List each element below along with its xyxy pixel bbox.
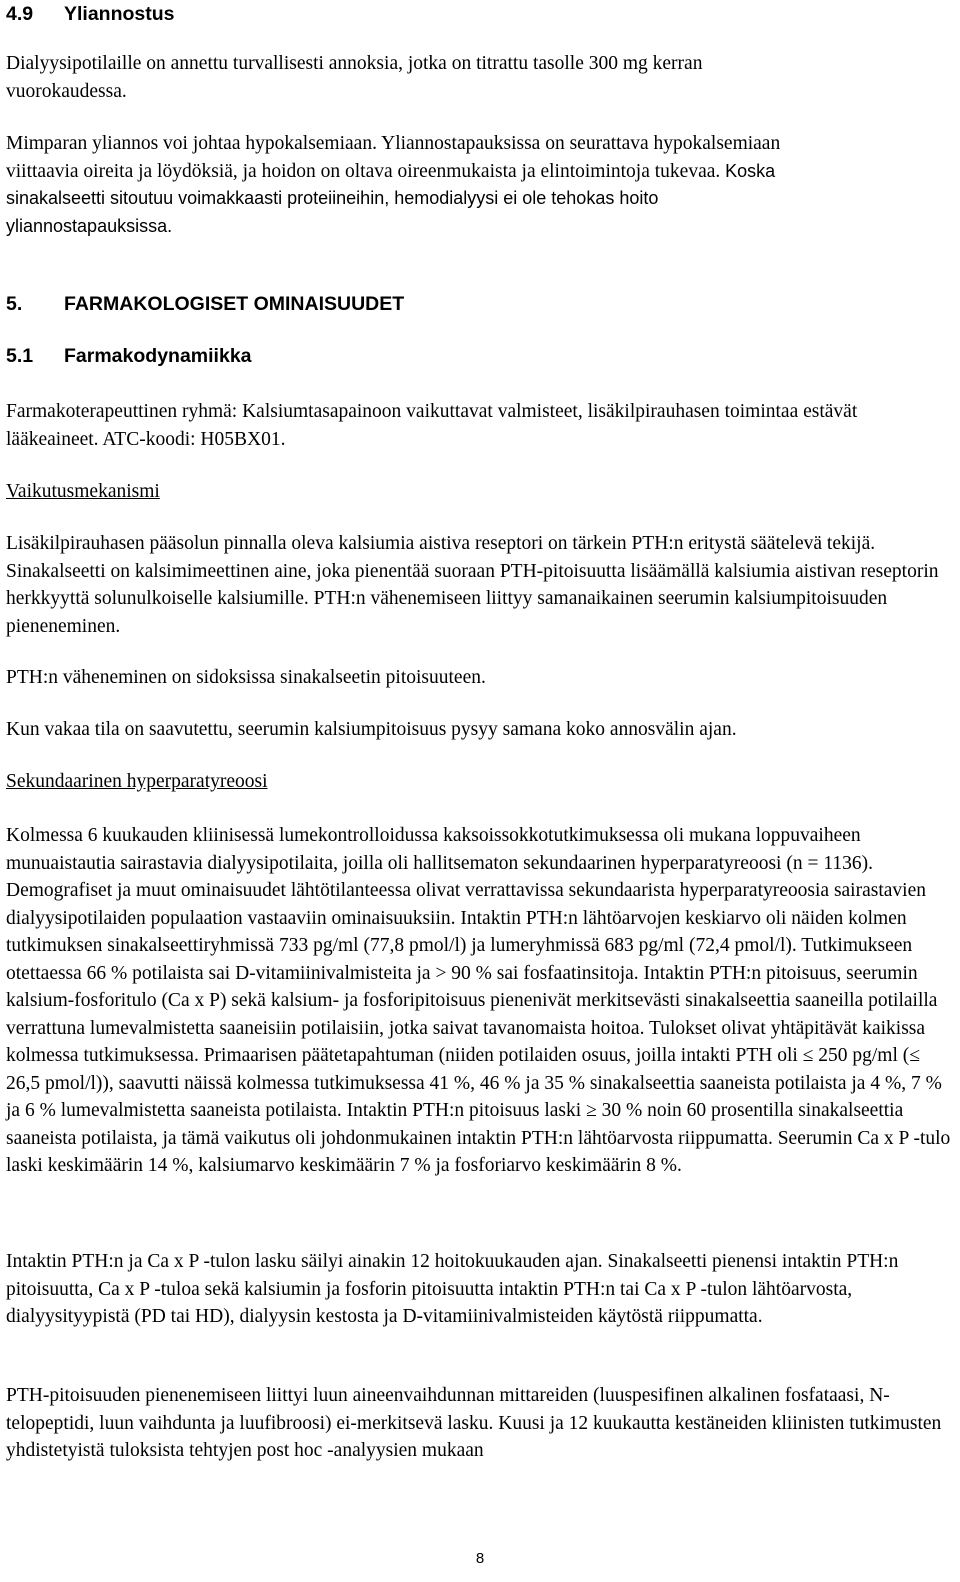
section-heading-5-1: [6, 344, 252, 368]
secondary-hyperparathyroidism-paragraph-2: Intaktin PTH:n ja Ca x P -tulon lasku säilyi ainakin 12 hoitokuukauden ajan. Sinakalseetti pienensi intaktin PTH:n pitoisuutta, Ca x P -tuloa sekä kalsiumin ja fosforin pitoisuutta intaktin PTH:n tai Ca x P -tulon lähtöarvosta, dialyysityypistä (PD tai HD), dialyysin kestosta ja D-vitamiinivalmisteiden käytöstä riippumatta.: [6, 1251, 899, 1327]
section-number: 5.: [6, 293, 23, 315]
secondary-hyperparathyroidism-subheading: Sekundaarinen hyperparatyreoosi: [6, 771, 268, 792]
overdose-paragraph-2-text: Mimparan yliannos voi johtaa hypokalsemiaan. Yliannostapauksissa on seurattava hypokalsemiaan viittaavia oireita ja löydöksiä, ja hoidon on oltava oireenmukaista ja elintoimintoja tukevaa.: [6, 133, 781, 182]
overdose-paragraph-1: Dialyysipotilaille on annettu turvallisesti annoksia, jotka on titrattu tasolle 300 mg kerran vuorokaudessa.: [6, 53, 703, 102]
section-number: 5.1: [6, 345, 34, 367]
mechanism-paragraph-1: Lisäkilpirauhasen pääsolun pinnalla oleva kalsiumia aistiva reseptori on tärkein PTH:n eritystä säätelevä tekijä. Sinakalseetti on kalsimimeettinen aine, joka pienentää suoraan PTH-pitoisuutta lisäämällä kalsiumia aistivan reseptorin herkkyyttä solunulkoiselle kalsiumille. PTH:n vähenemiseen liittyy samanaikainen seerumin kalsiumpitoisuuden pieneneminen.: [6, 533, 939, 637]
mechanism-paragraph-3: Kun vakaa tila on saavutettu, seerumin kalsiumpitoisuus pysyy samana koko annosvälin ajan.: [6, 719, 737, 740]
overdose-paragraph-2-sans-text: Koska sinakalseetti sitoutuu voimakkaasti proteiineihin, hemodialyysi ei ole tehokas hoito yliannostapauksissa.: [6, 160, 776, 236]
section-number: 4.9: [6, 3, 34, 25]
section-heading-5: [6, 292, 404, 316]
secondary-hyperparathyroidism-paragraph-1: Kolmessa 6 kuukauden kliinisessä lumekontrolloidussa kaksoissokkotutkimuksessa oli mukana loppuvaiheen munuaistautia sairastavia dialyysipotilaita, joilla oli hallitsematon sekundaarinen hyperparatyreoosi (n = 1136). Demografiset ja muut ominaisuudet lähtötilanteessa olivat verrattavissa sekundaarista hyperparatyreoosia sairastavien dialyysipotilaiden populaation vastaaviin ominaisuuksiin. Intaktin PTH:n lähtöarvojen keskiarvo oli näiden kolmen tutkimuksen sinakalseettiryhmissä 733 pg/ml (77,8 pmol/l) ja lumeryhmissä 683 pg/ml (72,4 pmol/l). Tutkimukseen otettaessa 66 % potilaista sai D-vitamiinivalmisteita ja > 90 % sai fosfaatinsitoja. Intaktin PTH:n pitoisuus, seerumin kalsium-fosforitulo (Ca x P) sekä kalsium- ja fosforipitoisuus pienenivät merkitsevästi sinakalseettia saaneilla potilailla verrattuna lumevalmistetta saaneisiin potilaisiin, jotka saivat tavanomaista hoitoa. Tulokset olivat yhtäpitävät kaikissa kolmessa tutkimuksessa. Primaarisen päätetapahtuman (niiden potilaiden osuus, joilla intakti PTH oli ≤ 250 pg/ml (≤ 26,5 pmol/l)), saavutti näissä kolmessa tutkimuksessa 41 %, 46 % ja 35 % sinakalseettia saaneista potilaista ja 4 %, 7 % ja 6 % lumevalmistetta saaneista potilaista. Intaktin PTH:n pitoisuus laski ≥ 30 % noin 60 prosentilla sinakalseettia saaneista potilaista, ja tämä vaikutus oli johdonmukainen intaktin PTH:n lähtöarvosta riippumatta. Seerumin Ca x P -tulo laski keskimäärin 14 %, kalsiumarvo keskimäärin 7 % ja fosforiarvo keskimäärin 8 %.: [6, 825, 951, 1176]
page-number: 8: [475, 1550, 485, 1567]
section-title: FARMAKOLOGISET OMINAISUUDET: [64, 293, 405, 315]
secondary-hyperparathyroidism-paragraph-3: PTH-pitoisuuden pienenemiseen liittyi luun aineenvaihdunnan mittareiden (luuspesifinen alkalinen fosfataasi, N-telopeptidi, luun vaihdunta ja luufibroosi) ei-merkitsevä lasku. Kuusi ja 12 kuukautta kestäneiden kliinisten tutkimusten yhdistetyistä tuloksista tehtyjen post hoc -analyysien mukaan: [6, 1385, 942, 1461]
pharmacotherapeutic-group-paragraph: Farmakoterapeuttinen ryhmä: Kalsiumtasapainoon vaikuttavat valmisteet, lisäkilpirauhasen toimintaa estävät lääkeaineet. ATC-koodi: H05BX01.: [6, 401, 858, 450]
mechanism-subheading: Vaikutusmekanismi: [6, 481, 160, 502]
overdose-paragraph-2: [6, 130, 796, 240]
mechanism-paragraph-2: PTH:n väheneminen on sidoksissa sinakalseetin pitoisuuteen.: [6, 667, 486, 688]
section-heading-4-9: [6, 2, 175, 26]
section-title: Farmakodynamiikka: [64, 345, 252, 367]
section-title: Yliannostus: [64, 3, 175, 25]
